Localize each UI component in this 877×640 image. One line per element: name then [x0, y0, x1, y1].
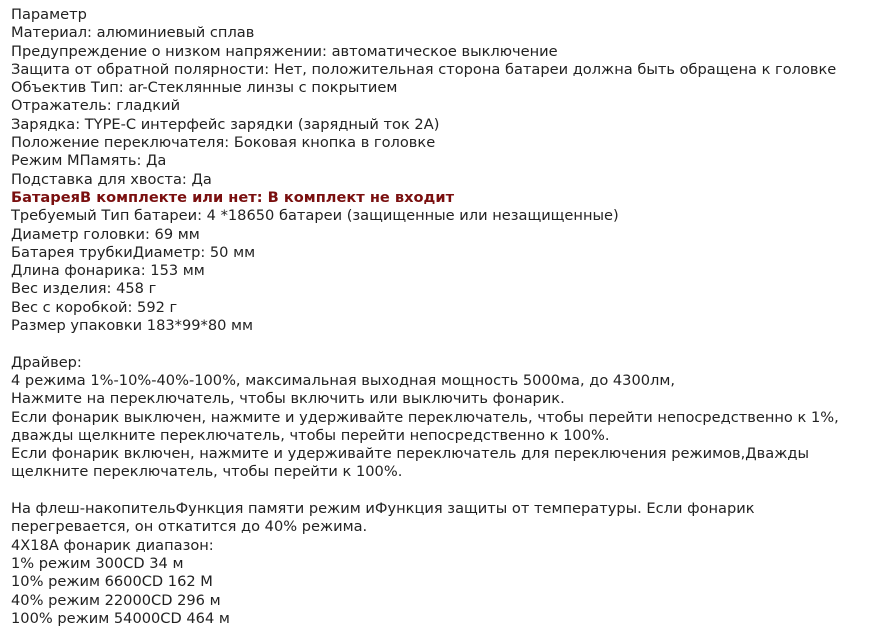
spec-length: Длина фонарика: 153 мм [11, 262, 205, 280]
range-header: 4X18A фонарик диапазон: [11, 536, 214, 554]
spec-reverse-polarity: Защита от обратной полярности: Нет, положительная сторона батареи должна быть обращена к головке [11, 60, 837, 78]
spec-low-voltage-warning: Предупреждение о низком напряжении: автоматическое выключение [11, 42, 558, 60]
spec-lens-type: Объектив Тип: ar-Стеклянные линзы с покрытием [11, 79, 398, 97]
range-mode-1: 1% режим 300CD 34 м [11, 554, 184, 572]
spec-mode-memory: Режим МПамять: Да [11, 152, 167, 170]
specs-header: Параметр [11, 6, 87, 23]
driver-modes: 4 режима 1%-10%-40%-100%, максимальная выходная мощность 5000ма, до 4300лм, [11, 371, 676, 389]
driver-power-toggle: Нажмите на переключатель, чтобы включить или выключить фонарик. [11, 390, 565, 408]
paragraph-spacer [11, 482, 871, 500]
driver-header: Драйвер: [11, 353, 82, 371]
spec-weight-with-box: Вес с коробкой: 592 г [11, 298, 178, 316]
spec-reflector: Отражатель: гладкий [11, 97, 181, 115]
spec-charging: Зарядка: TYPE-C интерфейс зарядки (зарядный ток 2A) [11, 115, 440, 133]
driver-off-behavior: Если фонарик выключен, нажмите и удерживайте переключатель, чтобы перейти непосредственно к 1%, дважды щелкните переключатель, чтобы перейти непосредственно к 100%. [11, 408, 839, 444]
spec-tail-stand: Подставка для хвоста: Да [11, 170, 212, 188]
range-mode-10: 10% режим 6600CD 162 М [11, 573, 213, 591]
driver-on-behavior: Если фонарик включен, нажмите и удерживайте переключатель для переключения режимов,Дважды щелкните переключатель, чтобы перейти к 100%. [11, 445, 809, 481]
spec-head-diameter: Диаметр головки: 69 мм [11, 225, 200, 243]
range-mode-100: 100% режим 54000CD 464 м [11, 609, 230, 627]
spec-tube-diameter: Батарея трубкиДиаметр: 50 мм [11, 243, 256, 261]
paragraph-spacer [11, 335, 871, 353]
product-description [11, 6, 871, 628]
spec-weight: Вес изделия: 458 г [11, 280, 157, 298]
spec-switch-position: Положение переключателя: Боковая кнопка в головке [11, 134, 436, 152]
spec-package-size: Размер упаковки 183*99*80 мм [11, 317, 254, 335]
spec-material: Материал: алюминиевый сплав [11, 24, 255, 42]
spec-battery-type: Требуемый Тип батареи: 4 *18650 батареи (защищенные или незащищенные) [11, 207, 619, 225]
range-mode-40: 40% режим 22000CD 296 м [11, 591, 221, 609]
battery-included-warning: БатареяВ комплекте или нет: В комплект не входит [11, 188, 455, 206]
memory-temperature-paragraph: На флеш-накопительФункция памяти режим иФункция защиты от температуры. Если фонарик перегревается, он откатится до 40% режима. [11, 500, 755, 536]
